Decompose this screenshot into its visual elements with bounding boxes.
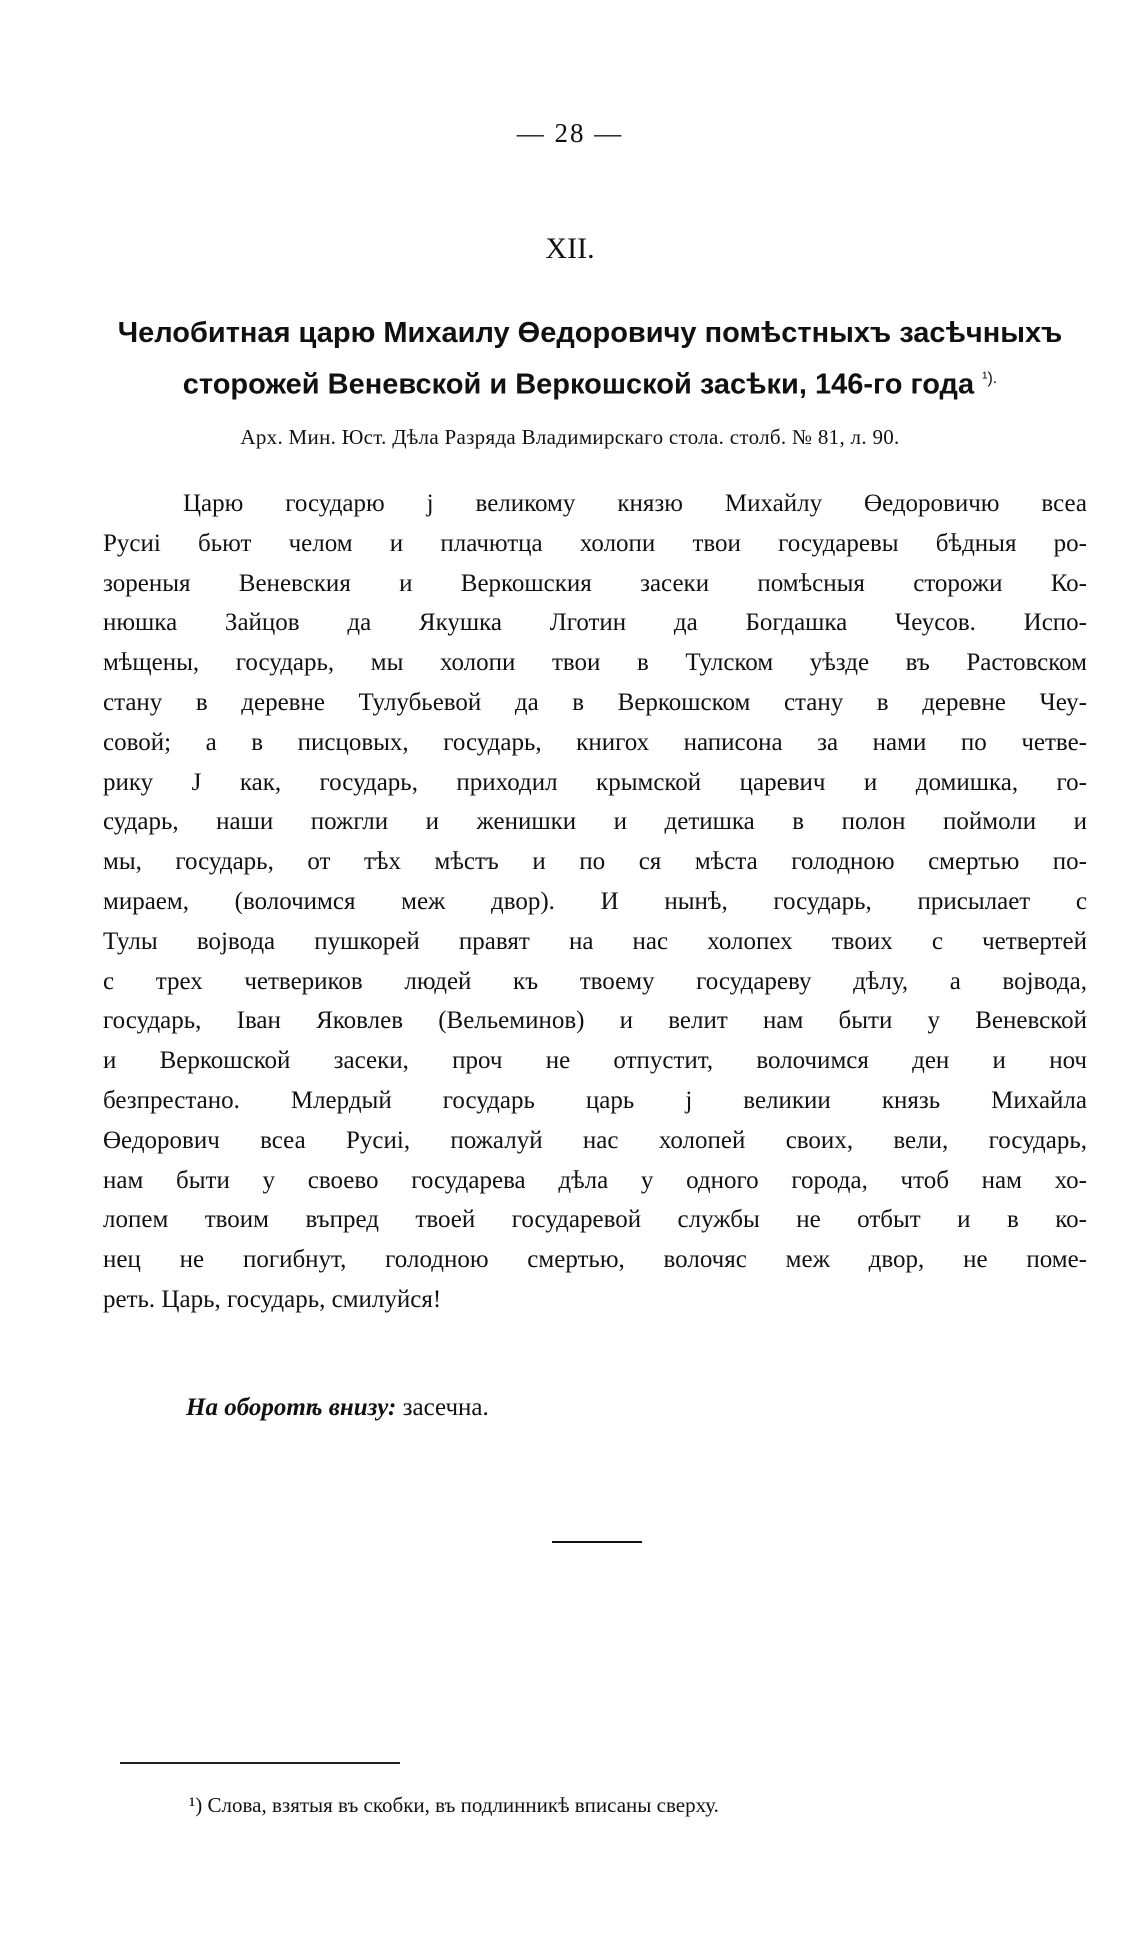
body-line: сударь, наши пожгли и женишки и детишка в полон поймоли и: [103, 808, 1087, 836]
body-line: Өедорович всеа Русиі, пожалуй нас холопей своих, вели, государь,: [103, 1126, 1087, 1154]
petition-body: [103, 484, 1087, 1320]
body-line: безпрестано. Млердый государь царь ј великии князь Михайла: [103, 1086, 1087, 1114]
body-line: Царю государю ј великому князю Михайлу Өедоровичю всеа: [183, 490, 1087, 517]
archive-source-citation: Арх. Мин. Юст. Дѣла Разряда Владимирскаго стола. столб. № 81, л. 90.: [240, 425, 900, 449]
body-line: и Веркошской засеки, проч не отпустит, волочимся ден и ноч: [103, 1047, 1087, 1075]
body-line: мы, государь, от тѣх мѣстъ и по ся мѣста голодною смертью по-: [103, 848, 1087, 876]
body-line: Тулы војвода пушкорей правят на нас холопех твоих с четвертей: [103, 927, 1087, 955]
body-line: нам быти у своево государева дѣла у одного города, чтоб нам хо-: [103, 1166, 1087, 1194]
body-line: лопем твоим въпред твоей государевой службы не отбыт и в ко-: [103, 1206, 1087, 1234]
body-line: Русиі бьют челом и плачютца холопи твои государевы бѣдныя ро-: [103, 529, 1087, 557]
verso-note: [186, 1394, 489, 1422]
section-numeral: XII.: [545, 232, 595, 265]
body-line: нец не погибнут, голодною смертью, волочяс меж двор, не поме-: [103, 1246, 1087, 1274]
title-line-2: [100, 356, 1080, 408]
body-line: зореныя Веневския и Веркошския засеки помѣсныя сторожи Ко-: [103, 569, 1087, 597]
title-footnote-mark: ¹).: [982, 370, 998, 387]
body-line: совой; а в писцовых, государь, книгох написона за нами по четве-: [103, 728, 1087, 756]
footnote: ¹) Слова, взятыя въ скобки, въ подлинникѣ вписаны сверху.: [189, 1793, 719, 1817]
title-line-1: Челобитная царю Михаилу Өедоровичу помѣстныхъ засѣчныхъ: [117, 317, 1063, 349]
page-number: — 28 —: [516, 118, 624, 148]
body-line: мираем, (волочимся меж двор). И нынѣ, государь, присылает с: [103, 887, 1087, 915]
body-line: реть. Царь, государь, смилуйся!: [103, 1285, 442, 1313]
footnote-rule: [120, 1762, 400, 1764]
title-line-2-text: сторожей Веневской и Веркошской засѣки, 146-го года: [182, 368, 975, 401]
body-line: нюшка Зайцов да Якушка Лготин да Богдашка Чеусов. Испо-: [103, 609, 1087, 637]
document-title: [100, 310, 1080, 408]
body-line: государь, Іван Яковлев (Вельеминов) и велит нам быти у Веневской: [103, 1007, 1087, 1035]
verso-label: На оборотѣ внизу:: [186, 1394, 397, 1421]
body-line: рику Ј как, государь, приходил крымской царевич и домишка, го-: [103, 768, 1087, 796]
body-line: мѣщены, государь, мы холопи твои в Тулском уѣзде въ Растовском: [103, 649, 1087, 677]
verso-text: засечна.: [402, 1394, 489, 1421]
body-line: с трех четвериков людей къ твоему государеву дѣлу, а војвода,: [103, 967, 1087, 995]
body-line: стану в деревне Тулубьевой да в Веркошском стану в деревне Чеу-: [103, 688, 1087, 716]
section-separator: [552, 1541, 642, 1543]
